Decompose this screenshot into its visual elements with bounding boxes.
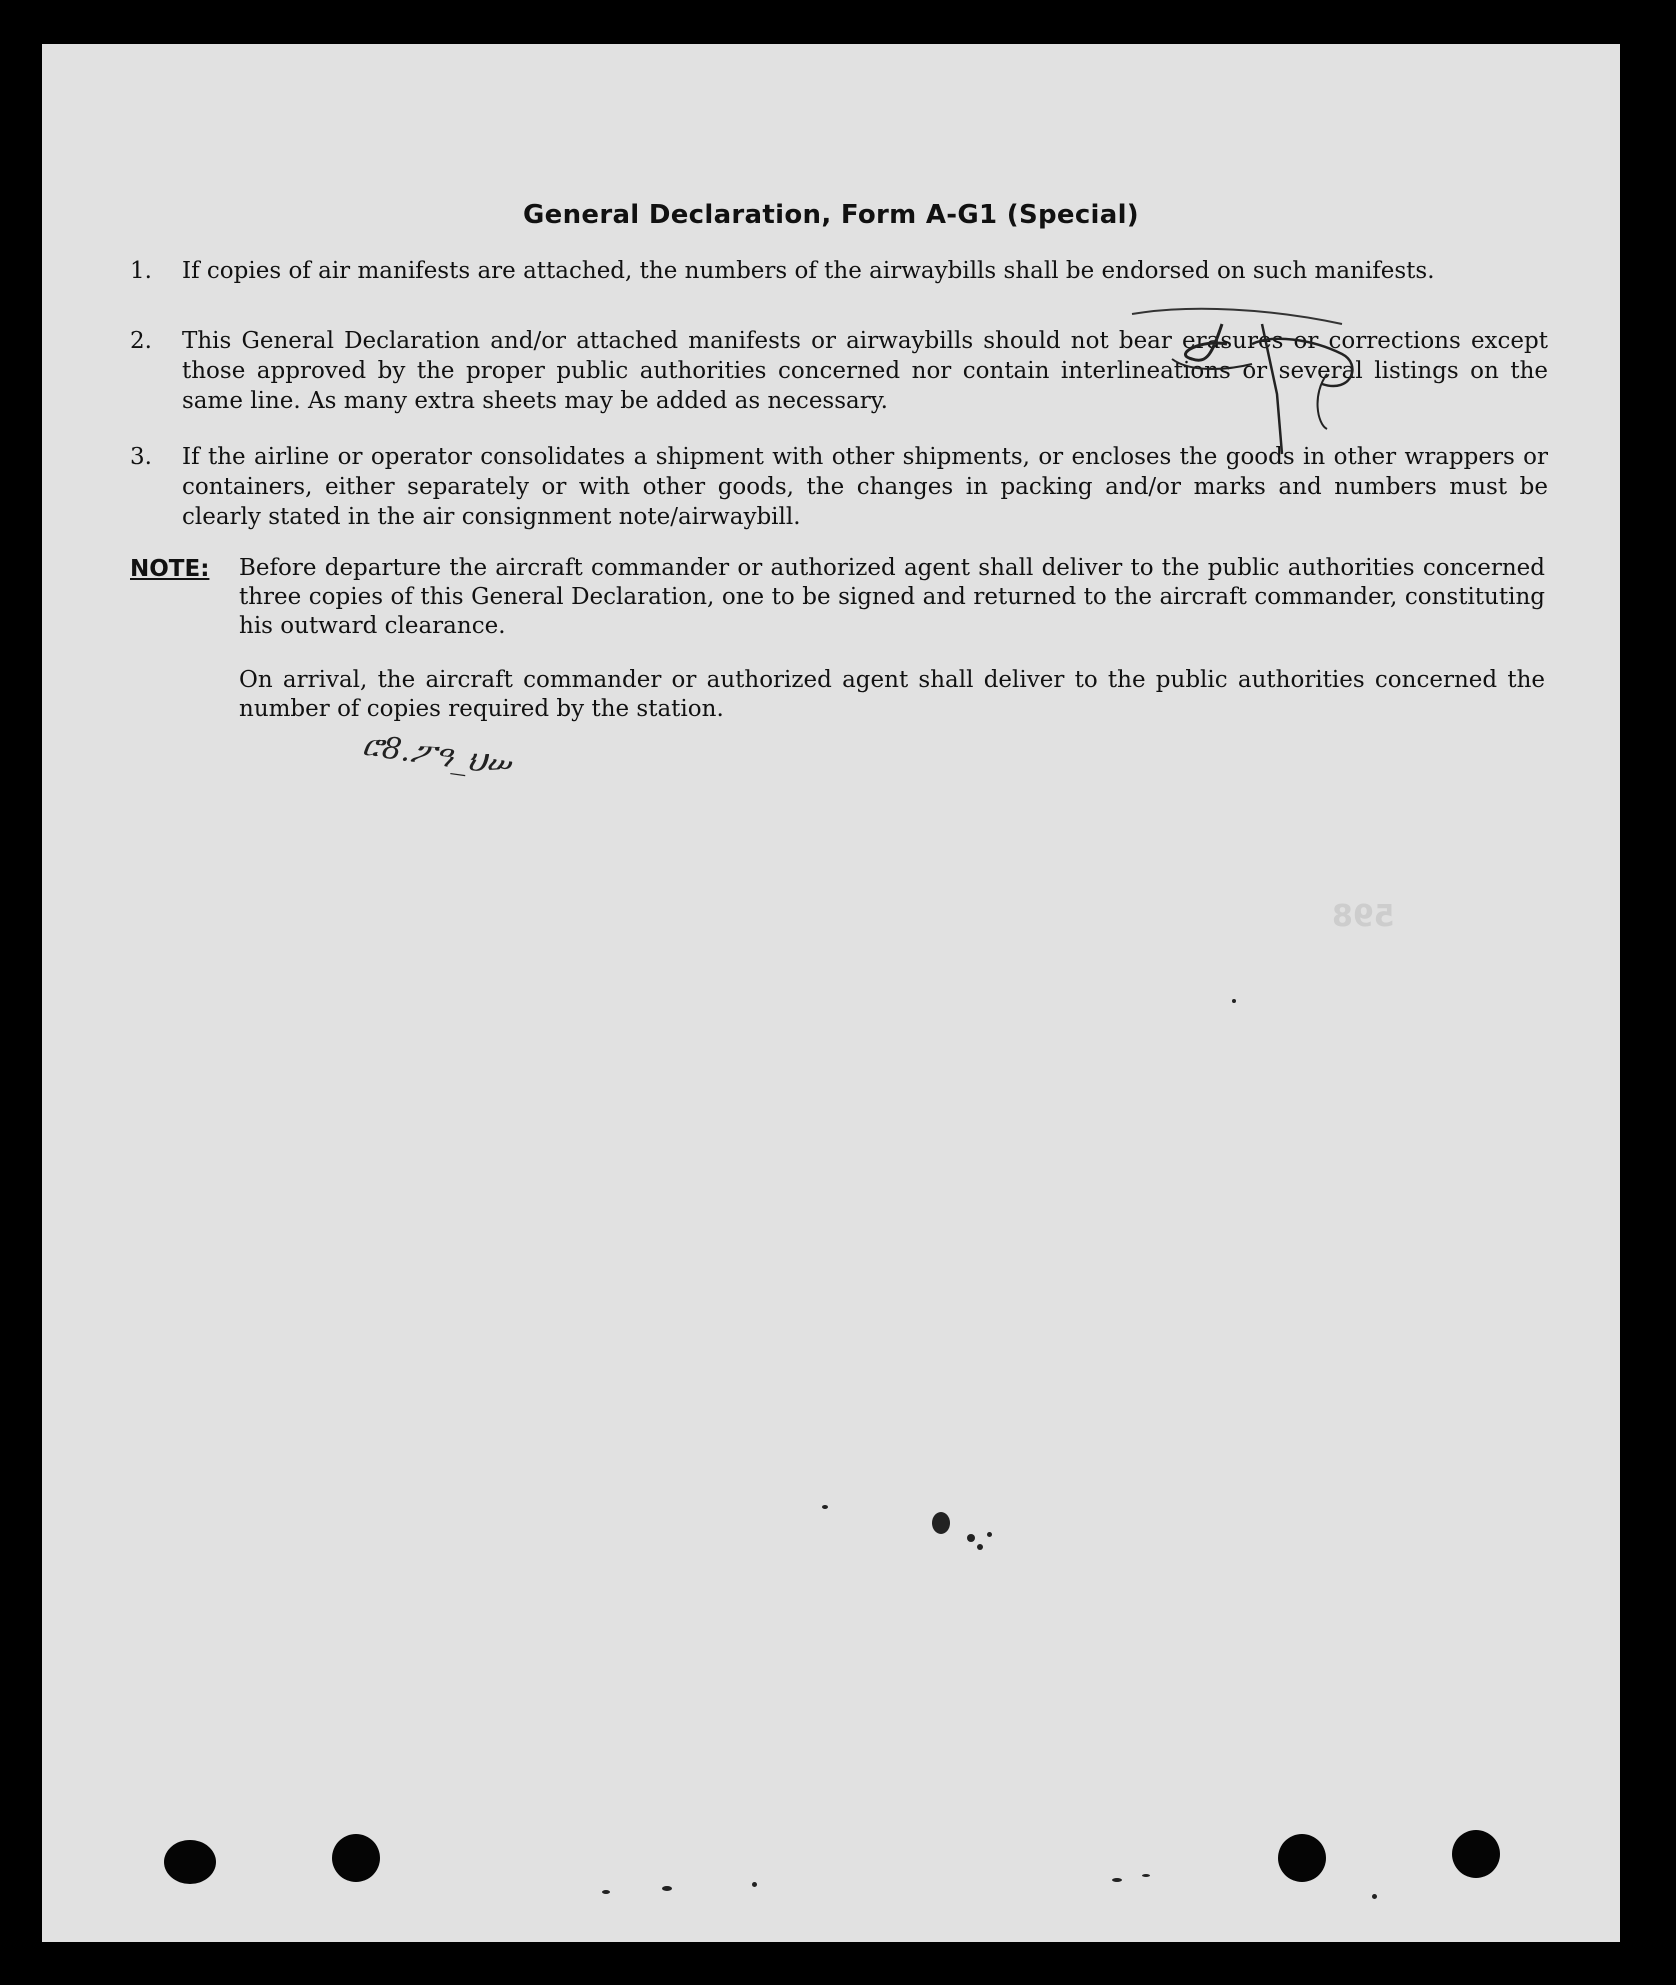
item-number: 2. xyxy=(130,328,152,354)
handwritten-signature-mark xyxy=(1112,284,1412,484)
speck xyxy=(1112,1878,1122,1882)
punch-hole xyxy=(1278,1834,1326,1882)
punch-hole xyxy=(164,1840,216,1884)
item-text: If copies of air manifests are attached, the numbers of the airwaybills shall be endorsed on such manifests. xyxy=(182,258,1435,284)
speck xyxy=(977,1544,983,1550)
document-page xyxy=(42,44,1620,1942)
document-title: General Declaration, Form A-G1 (Special) xyxy=(523,200,1139,230)
item-text: If the airline or operator consolidates a shipment with other shipments, or encloses the goods in other wrappers or containers, either separately or with other goods, the changes in packing and/or marks and numbers must be clearly stated in the air consignment note/airwaybill. xyxy=(182,444,1548,530)
note-paragraph-1: Before departure the aircraft commander or authorized agent shall deliver to the public authorities concerned three copies of this General Declaration, one to be signed and returned to the aircraft commander, constituting his outward clearance. xyxy=(239,555,1545,639)
item-number: 1. xyxy=(130,258,152,284)
speck xyxy=(752,1882,757,1887)
note-paragraph-2: On arrival, the aircraft commander or authorized agent shall deliver to the public authorities concerned the number of copies required by the station. xyxy=(239,667,1545,722)
item-number: 3. xyxy=(130,444,152,470)
speck xyxy=(1142,1874,1150,1877)
speck xyxy=(1372,1894,1377,1899)
speck xyxy=(822,1505,828,1509)
handwritten-note: ሮ8.ፖዓ_ህሠ xyxy=(360,727,513,784)
speck xyxy=(987,1532,992,1537)
speck xyxy=(602,1890,610,1894)
item-text: This General Declaration and/or attached manifests or airwaybills should not bear erasures or corrections except those approved by the proper public authorities concerned nor contain interlineations or several listings on the same line. As many extra sheets may be added as necessary. xyxy=(182,328,1548,414)
speck xyxy=(932,1512,950,1534)
speck xyxy=(967,1534,975,1542)
note-label: NOTE: xyxy=(130,556,210,582)
speck xyxy=(1232,999,1236,1003)
speck xyxy=(662,1886,672,1891)
punch-hole xyxy=(1452,1830,1500,1878)
punch-hole xyxy=(332,1834,380,1882)
faint-stamp: 598 xyxy=(1332,899,1395,934)
